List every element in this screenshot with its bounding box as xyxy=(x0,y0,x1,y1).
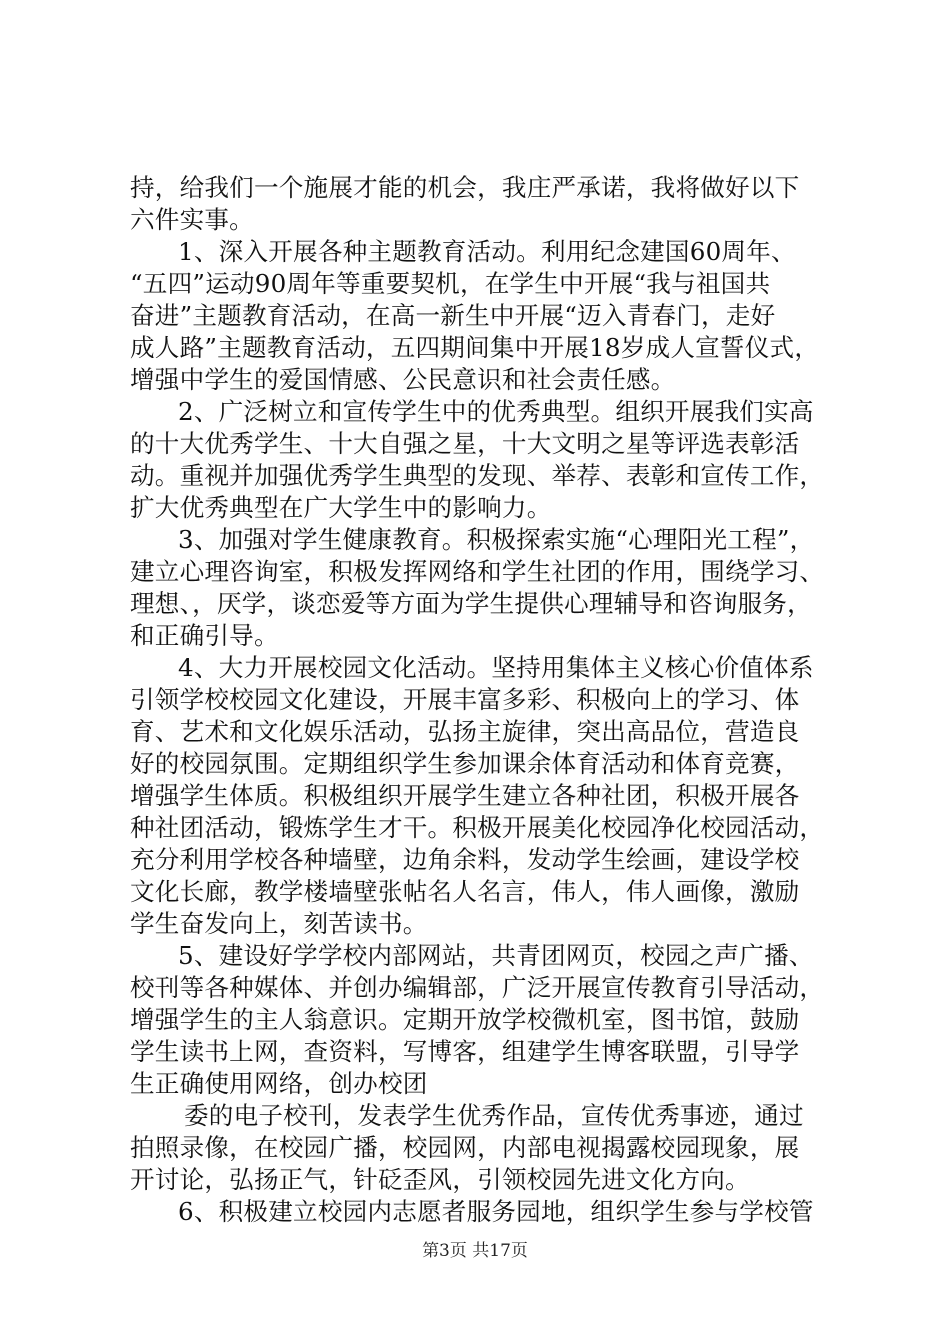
text-line: 增强学生体质。积极组织开展学生建立各种社团，积极开展各 xyxy=(130,781,800,810)
text-line: 校刊等各种媒体、并创办编辑部，广泛开展宣传教育引导活动， xyxy=(130,973,825,1002)
text-line: 生正确使用网络，创办校团 xyxy=(130,1069,428,1098)
text-line: 奋进”主题教育活动，在高一新生中开展“迈入青春门，走好 xyxy=(130,301,776,330)
text-line: 增强学生的主人翁意识。定期开放学校微机室，图书馆，鼓励 xyxy=(130,1005,800,1034)
text-line: 育、艺术和文化娱乐活动，弘扬主旋律，突出高品位，营造良 xyxy=(130,717,800,746)
text-line: 3、加强对学生健康教育。积极探索实施“心理阳光工程”， xyxy=(178,525,815,554)
text-line: 动。重视并加强优秀学生典型的发现、举荐、表彰和宣传工作， xyxy=(130,461,825,490)
text-line: 理想、，厌学，谈恋爱等方面为学生提供心理辅导和咨询服务， xyxy=(130,589,812,618)
text-line: 5、建设好学学校内部网站，共青团网页，校园之声广播、 xyxy=(178,941,814,970)
text-line: 种社团活动，锻炼学生才干。积极开展美化校园净化校园活动， xyxy=(130,813,825,842)
text-line: “五四”运动90周年等重要契机，在学生中开展“我与祖国共 xyxy=(130,269,771,298)
text-line: 文化长廊，教学楼墙壁张帖名人名言，伟人，伟人画像，激励 xyxy=(130,877,800,906)
text-line: 好的校园氛围。定期组织学生参加课余体育活动和体育竞赛， xyxy=(130,749,800,778)
text-line: 建立心理咨询室，积极发挥网络和学生社团的作用，围绕学习、 xyxy=(130,557,825,586)
text-line: 和正确引导。 xyxy=(130,621,279,650)
text-line: 引领学校校园文化建设，开展丰富多彩、积极向上的学习、体 xyxy=(130,685,800,714)
text-line: 的十大优秀学生、十大自强之星，十大文明之星等评选表彰活 xyxy=(130,429,800,458)
text-line: 学生奋发向上，刻苦读书。 xyxy=(130,909,428,938)
text-line: 充分利用学校各种墙壁，边角余料，发动学生绘画，建设学校 xyxy=(130,845,800,874)
text-line: 6、积极建立校园内志愿者服务园地，组织学生参与学校管 xyxy=(178,1197,814,1226)
page-number-footer: 第3页 共17页 xyxy=(422,1241,528,1261)
text-line: 拍照录像，在校园广播，校园网，内部电视揭露校园现象，展 xyxy=(130,1133,800,1162)
text-line: 六件实事。 xyxy=(130,205,254,234)
text-line: 1、深入开展各种主题教育活动。利用纪念建国60周年、 xyxy=(178,237,796,266)
text-line: 4、大力开展校园文化活动。坚持用集体主义核心价值体系 xyxy=(178,653,814,682)
text-line: 增强中学生的爱国情感、公民意识和社会责任感。 xyxy=(130,365,676,394)
text-line: 开讨论，弘扬正气，针砭歪风，引领校园先进文化方向。 xyxy=(130,1165,750,1194)
text-line: 2、广泛树立和宣传学生中的优秀典型。组织开展我们实高 xyxy=(178,397,814,426)
text-line: 持，给我们一个施展才能的机会，我庄严承诺，我将做好以下 xyxy=(130,173,800,202)
text-line: 委的电子校刊，发表学生优秀作品，宣传优秀事迹，通过 xyxy=(184,1101,804,1130)
text-line: 学生读书上网，查资料，写博客，组建学生博客联盟，引导学 xyxy=(130,1037,800,1066)
text-line: 成人路”主题教育活动，五四期间集中开展18岁成人宣誓仪式， xyxy=(130,333,820,362)
text-line: 扩大优秀典型在广大学生中的影响力。 xyxy=(130,493,552,522)
